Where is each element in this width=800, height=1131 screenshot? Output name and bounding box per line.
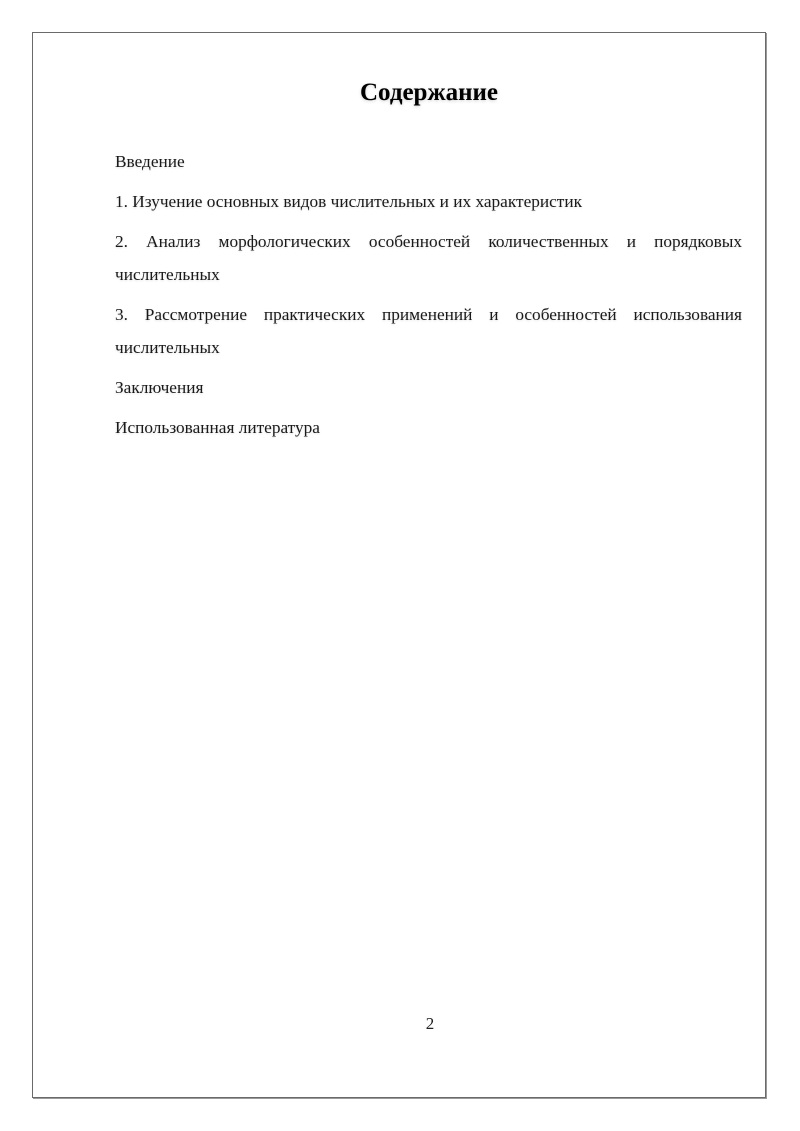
table-of-contents bbox=[115, 145, 742, 451]
toc-item-references: Использованная литература bbox=[115, 418, 320, 437]
toc-item-conclusion: Заключения bbox=[115, 378, 204, 397]
toc-item-introduction: Введение bbox=[115, 152, 185, 171]
page-number: 2 bbox=[425, 1014, 435, 1033]
page-title: Содержание bbox=[359, 79, 498, 106]
toc-item-chapter-2: 2. Анализ морфологических особенностей количественных и порядковых числительных bbox=[115, 232, 742, 284]
toc-item-chapter-1: 1. Изучение основных видов числительных и их характеристик bbox=[115, 192, 582, 211]
toc-item-chapter-3: 3. Рассмотрение практических применений и особенностей использования числительных bbox=[115, 305, 742, 357]
